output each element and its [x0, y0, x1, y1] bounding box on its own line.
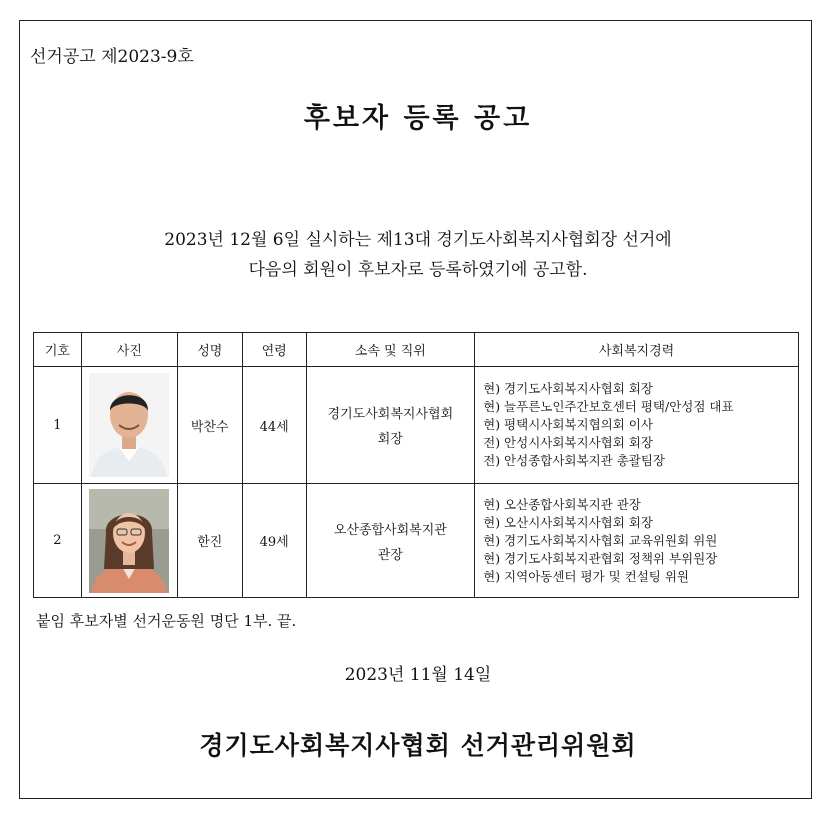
- header-photo: 사진: [81, 333, 177, 367]
- candidate-affiliation: [306, 367, 475, 484]
- table-header-row: [34, 333, 799, 367]
- attachment-note: 붙임 후보자별 선거운동원 명단 1부. 끝.: [36, 612, 297, 630]
- candidate-career: [475, 367, 799, 484]
- candidate-career: [475, 484, 799, 598]
- notice-number: 선거공고 제2023-9호: [30, 47, 194, 67]
- career-item: 전) 안성종합사회복지관 총괄팀장: [483, 453, 665, 468]
- affiliation-org: 오산종합사회복지관: [333, 522, 447, 538]
- table-row: [34, 367, 799, 484]
- career-item: 현) 오산종합사회복지관 관장: [483, 496, 641, 512]
- issuer-name: 경기도사회복지사협회 선거관리위원회: [199, 731, 637, 760]
- career-item: 현) 오산시사회복지사협회 회장: [483, 514, 653, 530]
- candidate-table: [33, 332, 799, 598]
- candidate-photo: [89, 489, 169, 593]
- announcement-line-1: 2023년 12월 6일 실시하는 제13대 경기도사회복지사협회장 선거에: [164, 230, 672, 250]
- career-item: 현) 늘푸른노인주간보호센터 평택/안성점 대표: [483, 399, 734, 414]
- header-name: 성명: [177, 333, 242, 367]
- notice-date: 2023년 11월 14일: [344, 665, 492, 685]
- announcement-line-2: 다음의 회원이 후보자로 등록하였기에 공고함.: [248, 260, 588, 280]
- career-item: 현) 지역아동센터 평가 및 컨설팅 위원: [483, 568, 689, 584]
- candidate-photo: [89, 373, 169, 477]
- candidate-photo-cell: [81, 367, 177, 484]
- candidate-affiliation: [306, 484, 475, 598]
- candidate-name: 박찬수: [177, 367, 242, 484]
- header-age: 연령: [242, 333, 306, 367]
- candidate-number: 1: [34, 367, 82, 484]
- candidate-age: 44세: [242, 367, 306, 484]
- affiliation-org: 경기도사회복지사협회: [327, 407, 454, 422]
- career-item: 현) 평택시사회복지협의회 이사: [483, 417, 653, 432]
- career-item: 전) 안성시사회복지사협회 회장: [483, 435, 653, 450]
- career-item: 현) 경기도사회복지사협회 교육위원회 위원: [483, 532, 718, 548]
- candidate-name: 한진: [177, 484, 242, 598]
- announcement-body: [0, 225, 836, 285]
- header-affiliation: 소속 및 직위: [306, 333, 475, 367]
- table-row: [34, 484, 799, 598]
- candidate-number: 2: [34, 484, 82, 598]
- candidate-photo-cell: [81, 484, 177, 598]
- page-title: 후보자 등록 공고: [303, 103, 533, 134]
- career-item: 현) 경기도사회복지관협회 정책위 부위원장: [483, 550, 718, 566]
- header-career: 사회복지경력: [475, 333, 799, 367]
- header-number: 기호: [34, 333, 82, 367]
- career-item: 현) 경기도사회복지사협회 회장: [483, 381, 653, 396]
- candidate-age: 49세: [242, 484, 306, 598]
- affiliation-position: 회장: [377, 432, 403, 447]
- affiliation-position: 관장: [377, 547, 403, 563]
